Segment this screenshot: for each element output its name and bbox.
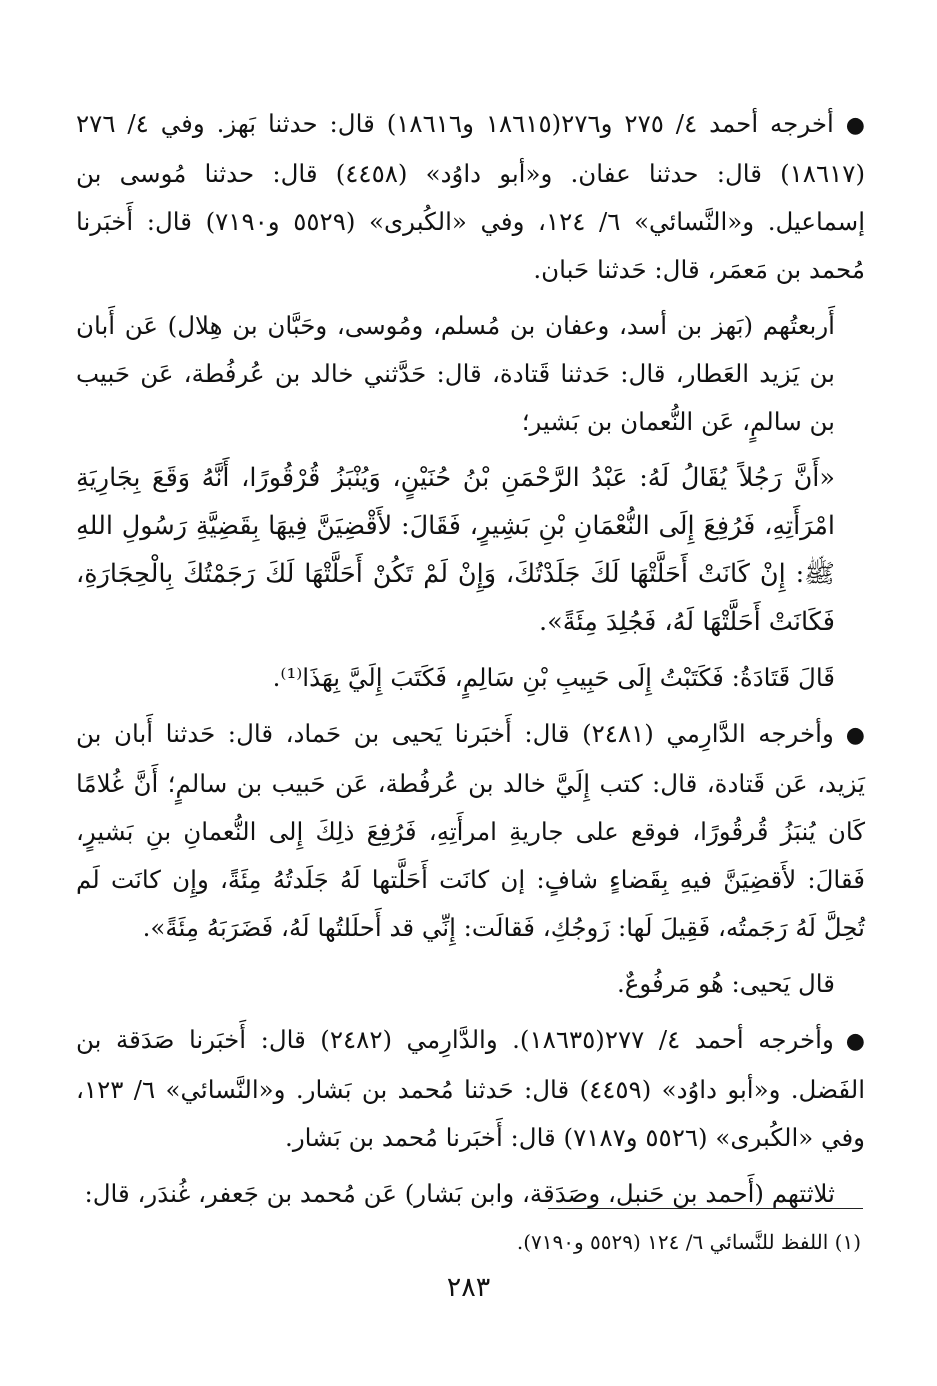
paragraph-takhrij-2 — [76, 710, 865, 952]
paragraph-text: ثلاثتهم (أَحمد بن حَنبل، وصَدَقة، وابن بَشار) عَن مُحمد بن جَعفر، غُندَر، قال: — [84, 1179, 835, 1208]
paragraph-narrators-1 — [76, 302, 865, 446]
bullet-icon: ● — [845, 723, 865, 748]
bullet-icon: ● — [845, 1029, 865, 1054]
paragraph-text: وأخرجه الدَّارِمي (٢٤٨١) قال: أَخبَرنا يَحيى بن حَماد، قال: حَدثنا أَبان بن يَزيد، عَن قَتادة، قال: كتب إِلَيَّ خالد بن عُرفُطة، عَن حَبيب بن سالمٍ؛ أَنَّ غُلامًا كَان يُنبَزُ قُرقُورًا، فوقع على جاريةِ امرأَتِهِ، فَرُفِعَ ذلِكَ إِلى النُّعمانِ بنِ بَشيرٍ، فَقالَ: لأَقضِيَنَّ فيهِ بِقَضاءٍ شافٍ: إن كانَت أَحَلَّتها لَهُ جَلَدتُهُ مِئَةً، وإِن كانَت لَم تُحِلَّ لَهُ رَجَمتُه، فَقِيلَ لَها: زَوجُكِ، فَقالَت: إِنِّي قد أَحلَلتُها لَهُ، فَضَرَبَهُ مِئَةً». — [76, 719, 865, 942]
page-number: ٢٨٣ — [446, 1272, 491, 1303]
paragraph-narrators-2 — [76, 1170, 865, 1218]
paragraph-text: قَالَ قَتَادَةُ: فَكَتَبْتُ إِلَى حَبِيبِ بْنِ سَالِمٍ، فَكَتَبَ إِلَيَّ بِهَذَا⁽¹⁾. — [272, 663, 835, 692]
footnote: (١) اللفظ للنَّسائي ٦/ ١٢٤ (٥٥٢٩ و٧١٩٠). — [516, 1230, 861, 1254]
footnote-separator — [548, 1208, 863, 1209]
paragraph-text: أَربعتُهم (بَهز بن أسد، وعفان بن مُسلم، ومُوسى، وحَبَّان بن هِلال) عَن أَبان بن يَزيد العَطار، قال: حَدثنا قَتادة، قال: حَدَّثني خالد بن عُرفُطة، عَن حَبيب بن سالمٍ، عَن النُّعمان بن بَشير؛ — [76, 311, 835, 436]
paragraph-takhrij-3 — [76, 1016, 865, 1162]
paragraph-text: قال يَحيى: هُو مَرفُوعٌ. — [616, 969, 835, 998]
paragraph-text: «أَنَّ رَجُلاً يُقَالُ لَهُ: عَبْدُ الرَّحْمَنِ بْنُ حُنَيْنٍ، وَيُنْبَزُ قُرْقُورًا، أَنَّهُ وَقَعَ بِجَارِيَةِ امْرَأَتِهِ، فَرُفِعَ إِلَى النُّعْمَانِ بْنِ بَشِيرٍ، فَقَالَ: لأَقْضِيَنَّ فِيهَا بِقَضِيَّةِ رَسُولِ اللهِ ﷺ: إِنْ كَانَتْ أَحَلَّتْهَا لَكَ جَلَدْتُكَ، وَإِنْ لَمْ تَكُنْ أَحَلَّتْهَا لَكَ رَجَمْتُكَ بِالْحِجَارَةِ، فَكَانَتْ أَحَلَّتْهَا لَهُ، فَجُلِدَ مِئَةً». — [76, 463, 835, 637]
paragraph-takhrij-1 — [76, 100, 865, 294]
paragraph-hadith-text — [76, 454, 865, 646]
paragraph-text: أخرجه أحمد ٤/ ٢٧٥ و٢٧٦(١٨٦١٥ و١٨٦١٦) قال: حدثنا بَهز. وفي ٤/ ٢٧٦ (١٨٦١٧) قال: حدثنا عفان. و«أبو داوُد» (٤٤٥٨) قال: حدثنا مُوسى بن إسماعيل. و«النَّسائي» ٦/ ١٢٤، وفي «الكُبرى» (٥٥٢٩ و٧١٩٠) قال: أَخبَرنا مُحمد بن مَعمَر، قال: حَدثنا حَبان. — [76, 109, 866, 284]
paragraph-text: وأخرجه أحمد ٤/ ٢٧٧(١٨٦٣٥). والدَّارِمي (٢٤٨٢) قال: أَخبَرنا صَدَقة بن الفَضل. و«أبو داوُد» (٤٤٥٩) قال: حَدثنا مُحمد بن بَشار. و«النَّسائي» ٦/ ١٢٣، وفي «الكُبرى» (٥٥٢٦ و٧١٨٧) قال: أَخبَرنا مُحمد بن بَشار. — [76, 1025, 866, 1152]
paragraph-yahya-note — [76, 960, 865, 1008]
paragraph-qatada-note — [76, 654, 865, 702]
bullet-icon: ● — [845, 113, 865, 138]
